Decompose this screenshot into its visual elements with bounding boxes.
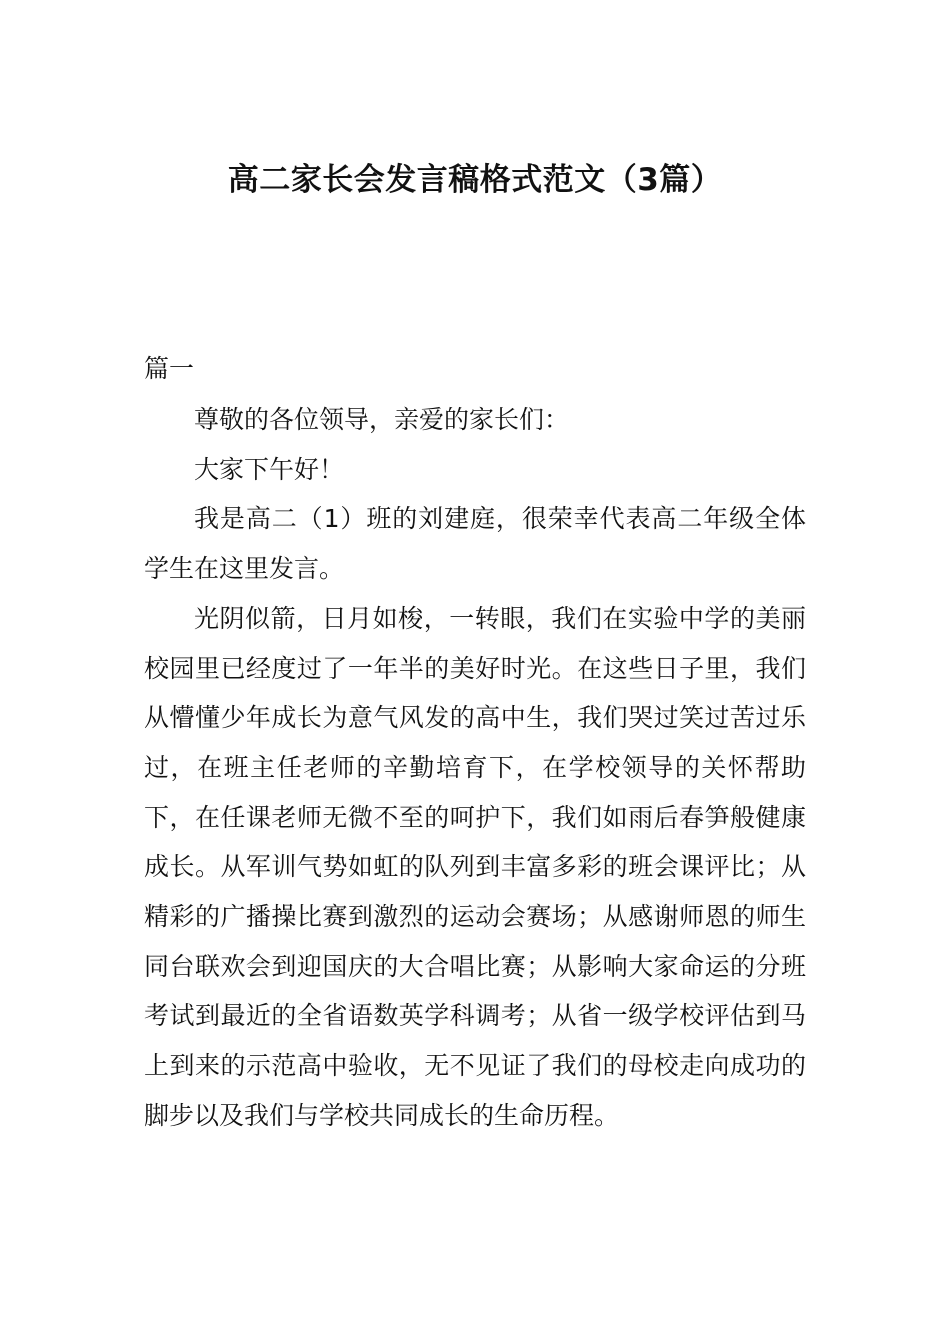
paragraph-introduction: 我是高二（1）班的刘建庭，很荣幸代表高二年级全体学生在这里发言。 <box>144 504 806 584</box>
paragraph-greeting: 尊敬的各位领导，亲爱的家长们： <box>194 405 570 434</box>
document-title: 高二家长会发言稿格式范文（3篇） <box>227 162 723 198</box>
document-body <box>144 395 806 1141</box>
paragraph-main: 光阴似箭，日月如梭，一转眼，我们在实验中学的美丽校园里已经度过了一年半的美好时光。在这些日子里，我们从懵懂少年成长为意气风发的高中生，我们哭过笑过苦过乐过，在班主任老师的辛勤培育下，在学校领导的关怀帮助下，在任课老师无微不至的呵护下，我们如雨后春笋般健康成长。从军训气势如虹的队列到丰富多彩的班会课评比；从精彩的广播操比赛到激烈的运动会赛场；从感谢师恩的师生同台联欢会到迎国庆的大合唱比赛；从影响大家命运的分班考试到最近的全省语数英学科调考；从省一级学校评估到马上到来的示范高中验收，无不见证了我们的母校走向成功的脚步以及我们与学校共同成长的生命历程。 <box>144 603 806 1130</box>
paragraph-salutation: 大家下午好！ <box>194 454 345 484</box>
section-label: 篇一 <box>144 354 195 383</box>
